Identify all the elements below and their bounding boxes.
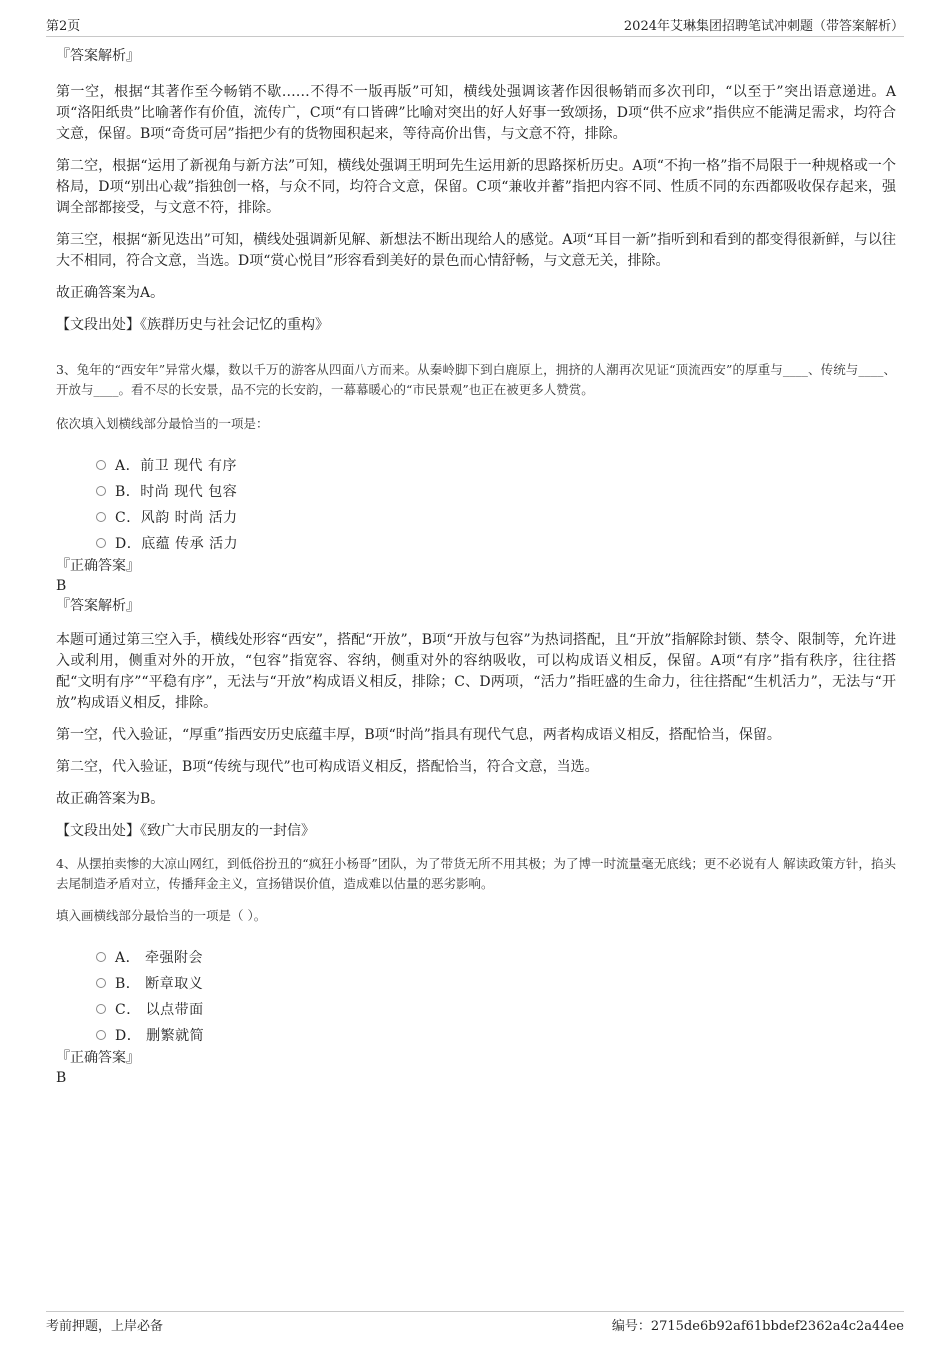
question-3-text: 3、兔年的“西安年”异常火爆，数以千万的游客从四面八方而来。从秦岭脚下到白鹿原上，拥挤的人潮再次见证“顶流西安”的厚重与____、传统与____、开放与____。看不尽的长安景，品不完的长安韵，一幕幕暖心的“市民景观”也正在被更多人赞赏。 [56,362,896,397]
analysis-paragraph: 第三空，根据“新见迭出”可知，横线处强调新见解、新想法不断出现给人的感觉。A项“耳目一新”指听到和看到的都变得很新鲜，与以往大不相同，符合文意，当选。D项“赏心悦目”形容看到美好的景色而心情舒畅，与文意无关，排除。 [56,232,896,269]
analysis-paragraph: 第二空，根据“运用了新视角与新方法”可知，横线处强调王明珂先生运用新的思路探析历史。A项“不拘一格”指不局限于一种规格或一个格局，D项“别出心裁”指独创一格，与众不同，均符合文意，保留。C项“兼收并蓄”指把内容不同、性质不同的东西都吸收保存起来，强调全部都接受，与文意不符，排除。 [56,158,896,216]
question-3-options [56,452,896,556]
option-c[interactable] [96,996,896,1022]
page-header [46,12,904,37]
option-d[interactable] [96,1022,896,1048]
option-label: D． 删繁就简 [115,1028,205,1044]
analysis-paragraph: 第二空，代入验证，B项“传统与现代”也可构成语义相反，搭配恰当，符合文意，当选。 [56,759,599,775]
correct-answer-label: 『正确答案』 [56,1050,140,1066]
question-4-options [56,944,896,1048]
question-3-instruction: 依次填入划横线部分最恰当的一项是： [56,416,269,431]
option-c[interactable] [96,504,896,530]
analysis-conclusion: 故正确答案为B。 [56,791,165,807]
radio-icon[interactable] [96,512,106,522]
analysis-paragraph: 本题可通过第三空入手，横线处形容“西安”，搭配“开放”，B项“开放与包容”为热词搭配，且“开放”指解除封锁、禁令、限制等，允许进入或利用，侧重对外的开放，“包容”指宽容、容纳，侧重对外的容纳吸收，可以构成语义相反，保留。A项“有序”指有秩序，往往搭配“文明有序”“平稳有序”，无法与“开放”构成语义相反，排除；C、D两项，“活力”指旺盛的生命力，往往搭配“生机活力”，无法与“开放”构成语义相反，排除。 [56,632,896,711]
option-b[interactable] [96,478,896,504]
radio-icon[interactable] [96,1030,106,1040]
main-content [56,46,896,1088]
page-number: 第2页 [46,19,81,34]
correct-answer-label: 『正确答案』 [56,558,140,574]
analysis-paragraph: 第一空，根据“其著作至今畅销不歇……不得不一版再版”可知，横线处强调该著作因很畅销而多次刊印，“以至于”突出语意递进。A项“洛阳纸贵”比喻著作有价值，流传广，C项“有口皆碑”比喻对突出的好人好事一致颂扬，D项“供不应求”指供应不能满足需求，均符合文意，保留。B项“奇货可居”指把少有的货物囤积起来，等待高价出售，与文意不符，排除。 [56,84,896,142]
footer-slogan: 考前押题，上岸必备 [46,1319,164,1334]
option-label: A．前卫 现代 有序 [115,458,238,474]
radio-icon[interactable] [96,952,106,962]
radio-icon[interactable] [96,538,106,548]
option-label: A． 牵强附会 [115,950,204,966]
document-title: 2024年艾琳集团招聘笔试冲刺题（带答案解析） [623,19,904,34]
option-label: B． 断章取义 [115,976,204,992]
document-id: 编号：2715de6b92af61bbdef2362a4c2a44ee [611,1319,904,1334]
option-a[interactable] [96,452,896,478]
option-a[interactable] [96,944,896,970]
analysis-conclusion: 故正确答案为A。 [56,285,165,301]
option-d[interactable] [96,530,896,556]
option-label: D．底蕴 传承 活力 [115,536,239,552]
correct-answer: B [56,578,67,594]
question-4-instruction: 填入画横线部分最恰当的一项是（ ）。 [56,908,267,923]
page-footer [46,1311,904,1337]
correct-answer: B [56,1070,67,1086]
radio-icon[interactable] [96,978,106,988]
passage-source: 【文段出处】《致广大市民朋友的一封信》 [56,823,315,839]
analysis-label: 『答案解析』 [56,598,140,614]
option-label: B．时尚 现代 包容 [115,484,238,500]
radio-icon[interactable] [96,486,106,496]
question-4-text: 4、从摆拍卖惨的大凉山网红，到低俗扮丑的“疯狂小杨哥”团队，为了带货无所不用其极；为了博一时流量毫无底线；更不必说有人 解读政策方针，掐头去尾制造矛盾对立，传播拜金主义，宣扬错误价值，造成难以估量的恶劣影响。 [56,856,896,891]
radio-icon[interactable] [96,1004,106,1014]
radio-icon[interactable] [96,460,106,470]
analysis-label: 『答案解析』 [56,48,140,64]
passage-source: 【文段出处】《族群历史与社会记忆的重构》 [56,317,329,333]
option-b[interactable] [96,970,896,996]
option-label: C．风韵 时尚 活力 [115,510,238,526]
analysis-paragraph: 第一空，代入验证，“厚重”指西安历史底蕴丰厚，B项“时尚”指具有现代气息，两者构成语义相反，搭配恰当，保留。 [56,727,781,743]
option-label: C． 以点带面 [115,1002,204,1018]
